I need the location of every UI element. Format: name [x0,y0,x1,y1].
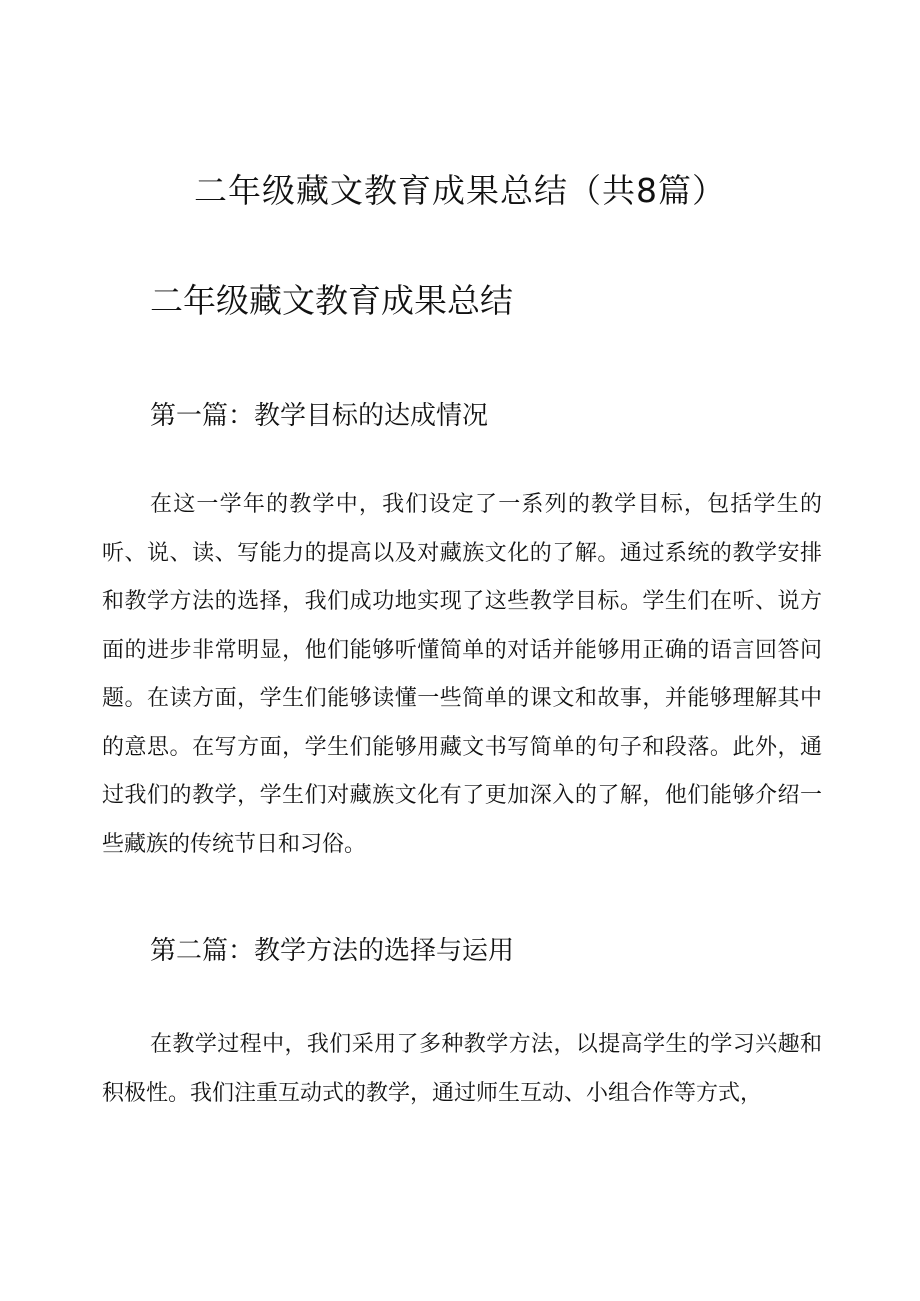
document-title: 二年级藏文教育成果总结（共8篇） [194,171,726,210]
section-paragraph-1: 在这一学年的教学中，我们设定了一系列的教学目标，包括学生的听、说、读、写能力的提高以及对藏族文化的了解。通过系统的教学安排和教学方法的选择，我们成功地实现了这些教学目标。学生们在听、说方面的进步非常明显，他们能够听懂简单的对话并能够用正确的语言回答问题。在读方面，学生们能够读懂一些简单的课文和故事，并能够理解其中的意思。在写方面，学生们能够用藏文书写简单的句子和段落。此外，通过我们的教学，学生们对藏族文化有了更加深入的了解，他们能够介绍一些藏族的传统节日和习俗。 [102,492,822,857]
section-paragraph-2: 在教学过程中，我们采用了多种教学方法，以提高学生的学习兴趣和积极性。我们注重互动式的教学，通过师生互动、小组合作等方式， [102,1032,822,1106]
document-subtitle: 二年级藏文教育成果总结 [150,281,513,320]
section-heading-2: 第二篇：教学方法的选择与运用 [150,936,515,966]
section-heading-1: 第一篇：教学目标的达成情况 [150,401,489,431]
